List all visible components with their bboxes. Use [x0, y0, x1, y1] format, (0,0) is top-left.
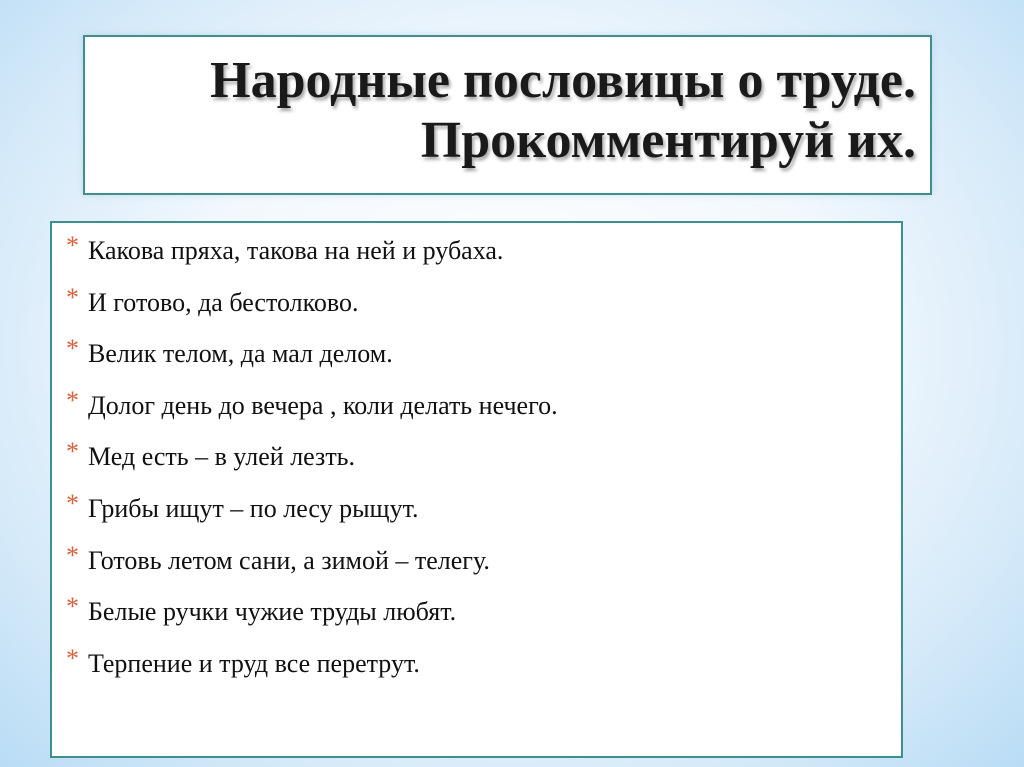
proverb-item	[66, 644, 558, 696]
proverb-item	[66, 386, 558, 438]
asterisk-bullet-icon: *	[66, 282, 79, 312]
proverb-item	[66, 334, 558, 386]
asterisk-bullet-icon: *	[66, 540, 79, 570]
proverbs-box	[50, 221, 903, 758]
slide-title-line-1: Народные пословицы о труде.	[210, 52, 916, 109]
asterisk-bullet-icon: *	[66, 592, 79, 622]
asterisk-bullet-icon: *	[66, 334, 79, 364]
asterisk-bullet-icon: *	[66, 437, 79, 467]
proverb-text: И готово, да бестолково.	[88, 287, 359, 317]
proverb-list	[66, 231, 558, 695]
proverb-item	[66, 489, 558, 541]
proverb-text: Мед есть – в улей лезть.	[88, 442, 356, 472]
proverb-item	[66, 437, 558, 489]
proverb-text: Грибы ищут – по лесу рыщут.	[88, 493, 419, 523]
proverb-text: Какова пряха, такова на ней и рубаха.	[88, 236, 504, 265]
slide-title	[210, 51, 916, 171]
proverb-item	[66, 592, 558, 644]
asterisk-bullet-icon: *	[66, 488, 79, 518]
proverb-item	[66, 231, 558, 283]
slide-title-line-2: Прокомментируй их.	[420, 112, 916, 169]
proverb-item	[66, 541, 558, 593]
proverb-text: Готовь летом сани, а зимой – телегу.	[88, 545, 490, 575]
proverb-text: Долог день до вечера , коли делать нечего.	[88, 390, 558, 420]
title-box	[83, 35, 932, 195]
asterisk-bullet-icon: *	[66, 231, 79, 260]
proverb-item	[66, 283, 558, 335]
proverb-text: Велик телом, да мал делом.	[88, 339, 393, 369]
proverb-text: Терпение и труд все перетрут.	[88, 648, 420, 678]
proverb-text: Белые ручки чужие труды любят.	[88, 597, 457, 627]
asterisk-bullet-icon: *	[66, 643, 79, 673]
asterisk-bullet-icon: *	[66, 385, 79, 415]
